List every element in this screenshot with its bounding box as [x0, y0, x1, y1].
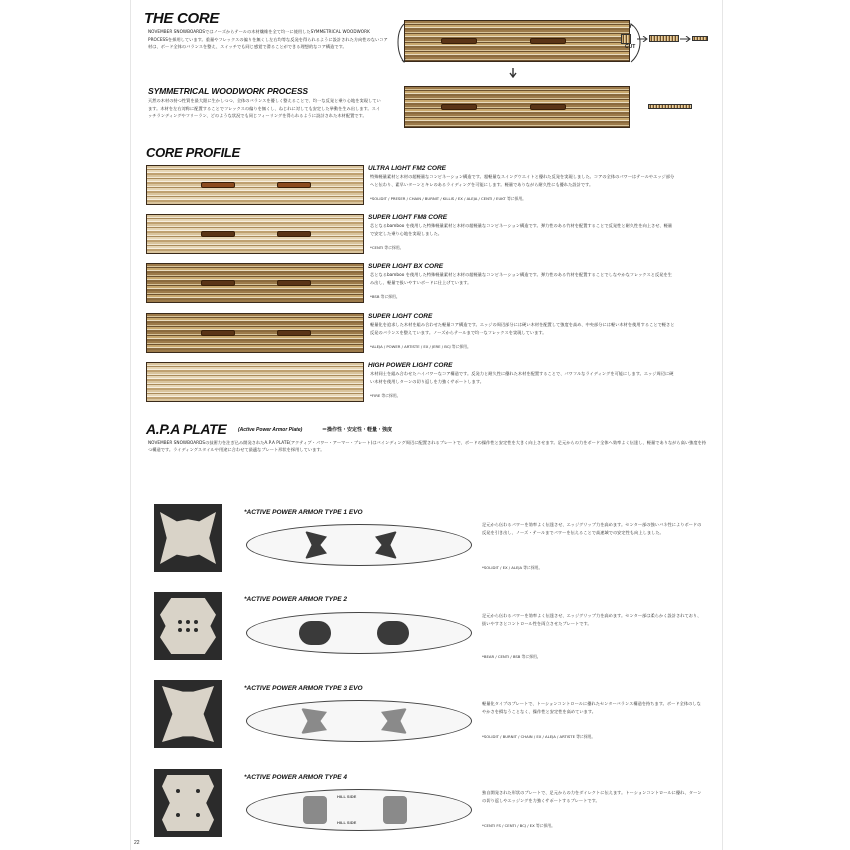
core-tags: *SOLIDIT / PRESER / CHAIN / BURNIT / KILLIS / EX / ALEJA / CENTI / EUKT 等に採用。	[370, 196, 526, 201]
page-edge-left	[130, 0, 131, 850]
cut-mini-core	[621, 34, 631, 44]
core-insert	[201, 182, 235, 188]
plate-hole	[196, 813, 200, 817]
plate-tags: *BEAR / CENTI / BSB 等に採用。	[482, 654, 541, 659]
core-insert	[201, 231, 235, 237]
plate-description: 独自開発された形状のプレートで、足元からの力をダイレクトに伝えます。トーションコントロールに優れ、ターンの切り返しやエッジングを力強くサポートするプレートです。	[482, 790, 702, 803]
apa-intro: NOVEMBER SNOWBOARDSの技術力を注ぎ込み開発されたA.P.A PLATE(アクティブ・パワー・アーマー・プレート)はバインディング周辺に配置されるプレートで、ボードの操作性と安定性を大きく向上させます。足元からの力をボード全体へ効率よく伝達し、軽量でありながら高い強度を持つ構造です。ライディングスタイルや用途に合わせて最適なプレート形状を採用しています。	[148, 440, 707, 453]
plate-photo-type1	[154, 504, 222, 572]
snowboard-type2	[246, 612, 472, 654]
plate-photo-type2	[154, 592, 222, 660]
core-intro: NOVEMBER SNOWBOARDSではノーズからテールの木材繊維を全て均一に使用したSYMMETRICAL WOODWORK PROCESSを採用しています。重量やフレックスの偏りを無くし左右均等な反発を得られるように設計された方向性のないコア材は、ボード全体のバランスを整え、スイッチでも同じ感覚で滑ることができる理想的なコア構造です。	[148, 29, 388, 50]
plate-type-name: *ACTIVE POWER ARMOR TYPE 2	[244, 596, 348, 603]
core-profile-bar-2	[146, 214, 364, 254]
core-profile-bar-3	[146, 263, 364, 303]
snowboard-type4	[246, 789, 472, 831]
core-insert	[441, 38, 477, 44]
core-description: 芯となるbamboo を使用した特殊軽量素材と木材の超軽量なコンビネーション構造です。弾力性のある竹材を配置することでしなやかなフレックスと反発を生み出し、軽量で扱いやすいボードに仕上げています。	[370, 272, 672, 285]
plate-hole	[186, 620, 190, 624]
apa-title: A.P.A PLATE	[146, 421, 227, 437]
plate-shape	[160, 598, 216, 654]
plate-hole	[186, 628, 190, 632]
core-name: ULTRA LIGHT FM2 CORE	[368, 165, 446, 172]
core-profile-bar-5	[146, 362, 364, 402]
armor-pad	[301, 708, 327, 734]
cut-label: CUT	[625, 44, 636, 50]
core-description: 特殊軽量素材と木材の超軽量なコンビネーション構造です。超軽量なスイングウエイトと優れた反発を実現しました。コアの全体のパワーはテールやエッジ部分へと伝わり、素早いターンとキレのあるライディングを可能にします。軽量でありながら耐久性にも優れた設計です。	[370, 174, 675, 187]
core-insert	[277, 231, 311, 237]
core-diagram-top	[404, 20, 630, 62]
core-description: 木材同士を組み合わせたハイパワーなコア構造です。反発力と耐久性に優れた木材を配置することで、パワフルなライディングを可能にします。エッジ周辺に硬い木材を使用しターンの切り返しを力強くサポートします。	[370, 371, 674, 384]
board-graphic-text: HILL SIDE	[337, 820, 357, 825]
plate-hole	[176, 789, 180, 793]
board-graphic-text: HILL SIDE	[337, 794, 357, 799]
plate-hole	[196, 789, 200, 793]
curve-arrow-left-icon	[394, 22, 406, 64]
core-insert	[277, 280, 311, 286]
armor-pad	[375, 531, 397, 559]
armor-pad	[383, 796, 407, 824]
core-diagram-bottom	[404, 86, 630, 128]
cut-strip-small	[692, 36, 708, 41]
plate-type-name: *ACTIVE POWER ARMOR TYPE 4	[244, 774, 348, 781]
plate-shape	[162, 775, 214, 831]
snowboard-type3	[246, 700, 472, 742]
plate-shape	[162, 686, 214, 742]
page-number: 22	[134, 840, 140, 846]
core-insert	[277, 330, 311, 336]
core-name: HIGH POWER LIGHT CORE	[368, 362, 453, 369]
symmetrical-title: SYMMETRICAL WOODWORK PROCESS	[148, 86, 308, 96]
symmetrical-text: 天然の木材の持つ性質を最大限に生かしつつ、全体のバランスを優しく整えることで、均一な反発と乗り心地を実現しています。木材を左右対称に配置することでフレックスの偏りを無くし、ねじれに対しても安定した挙動を生み出します。スイッチランディングやフリーラン、どのような状況でも同じフィーリングを得られるように設計された木材配置です。	[148, 98, 381, 119]
core-profile-bar-4	[146, 313, 364, 353]
arrow-down-icon	[508, 68, 518, 78]
arrow-right-icon	[637, 36, 649, 42]
apa-features: ＝操作性・安定性・軽量・強度	[322, 427, 393, 433]
plate-description: 足元から伝わるパワーを効率よく伝達させ、エッジグリップ力を高めます。センター部の強いバネ性によりボードの反発を引き出し、ノーズ・テールまでパワーを伝えることで高速域での安定性も向上しました。	[482, 522, 702, 535]
catalog-page	[132, 0, 722, 850]
plate-tags: *SOLIDIT / BURNIT / CHAIN / EX / ALEJA / ARTISTE 等に採用。	[482, 734, 596, 739]
core-profile-title: CORE PROFILE	[146, 145, 240, 160]
page-edge-right	[722, 0, 723, 850]
core-name: SUPER LIGHT CORE	[368, 313, 433, 320]
snowboard-type1	[246, 524, 472, 566]
plate-description: 軽量化タイプのプレートで、トーションコントロールに優れたセンターバランス構造を持ちます。ボード全体のしなやかさを損なうことなく、操作性と安定性を高めています。	[482, 701, 701, 714]
plate-tags: *CENTI FS / CENTI / BCJ / EX 等に採用。	[482, 823, 555, 828]
core-insert	[201, 280, 235, 286]
curve-arrow-right-icon	[629, 22, 647, 64]
armor-pad	[377, 621, 409, 645]
cut-strip	[649, 35, 679, 42]
core-insert	[441, 104, 477, 110]
core-profile-bar-1	[146, 165, 364, 205]
core-description: 芯となるbamboo を使用した特殊軽量素材と木材の超軽量なコンビネーション構造です。弾力性のある竹材を配置することで反発性と耐久性を向上させ、軽量で安定した乗り心地を実現しました。	[370, 223, 673, 236]
apa-subtitle: (Active Power Armor Plate)	[238, 427, 303, 433]
plate-photo-type4	[154, 769, 222, 837]
armor-pad	[305, 531, 327, 559]
core-name: SUPER LIGHT FM8 CORE	[368, 214, 448, 221]
armor-pad	[303, 796, 327, 824]
plate-hole	[194, 620, 198, 624]
armor-pad	[299, 621, 331, 645]
core-name: SUPER LIGHT BX CORE	[368, 263, 444, 270]
core-title: THE CORE	[144, 10, 220, 27]
plate-photo-type3	[154, 680, 222, 748]
plate-shape	[160, 512, 216, 564]
core-tags: *FIRE 等に採用。	[370, 393, 401, 398]
armor-pad	[381, 708, 407, 734]
plate-description: 足元から伝わるパワーを効率よく伝達させ、エッジグリップ力を高めます。センター部は柔らかく設計されており、扱いやすさとコントロール性を両立させたプレートです。	[482, 613, 702, 626]
plate-type-name: *ACTIVE POWER ARMOR TYPE 1 EVO	[244, 509, 363, 516]
core-insert	[201, 330, 235, 336]
plate-type-name: *ACTIVE POWER ARMOR TYPE 3 EVO	[244, 685, 363, 692]
core-tags: *CENTI 等に採用。	[370, 245, 404, 250]
plate-hole	[178, 620, 182, 624]
plate-hole	[178, 628, 182, 632]
arrow-right-icon	[680, 36, 692, 42]
plate-hole	[194, 628, 198, 632]
core-description: 軽量化を追求した木材を組み合わせた軽量コア構造です。エッジの周辺部分には硬い木材を配置して強度を高め、中央部分には軽い木材を使用することで軽さと反発のバランスを整えています。ノーズからテールまで均一なフレックスを実現しています。	[370, 322, 675, 335]
plate-hole	[176, 813, 180, 817]
symmetrical-strip	[648, 104, 692, 109]
core-tags: *ALEJA / POWER / ARTISTE / EX / JERE / BCJ 等に採用。	[370, 344, 471, 349]
core-insert	[530, 38, 566, 44]
core-insert	[277, 182, 311, 188]
plate-tags: *SOLIDIT / EX / ALEJA 等に採用。	[482, 565, 543, 570]
core-tags: *BSB 等に採用。	[370, 294, 400, 299]
core-insert	[530, 104, 566, 110]
